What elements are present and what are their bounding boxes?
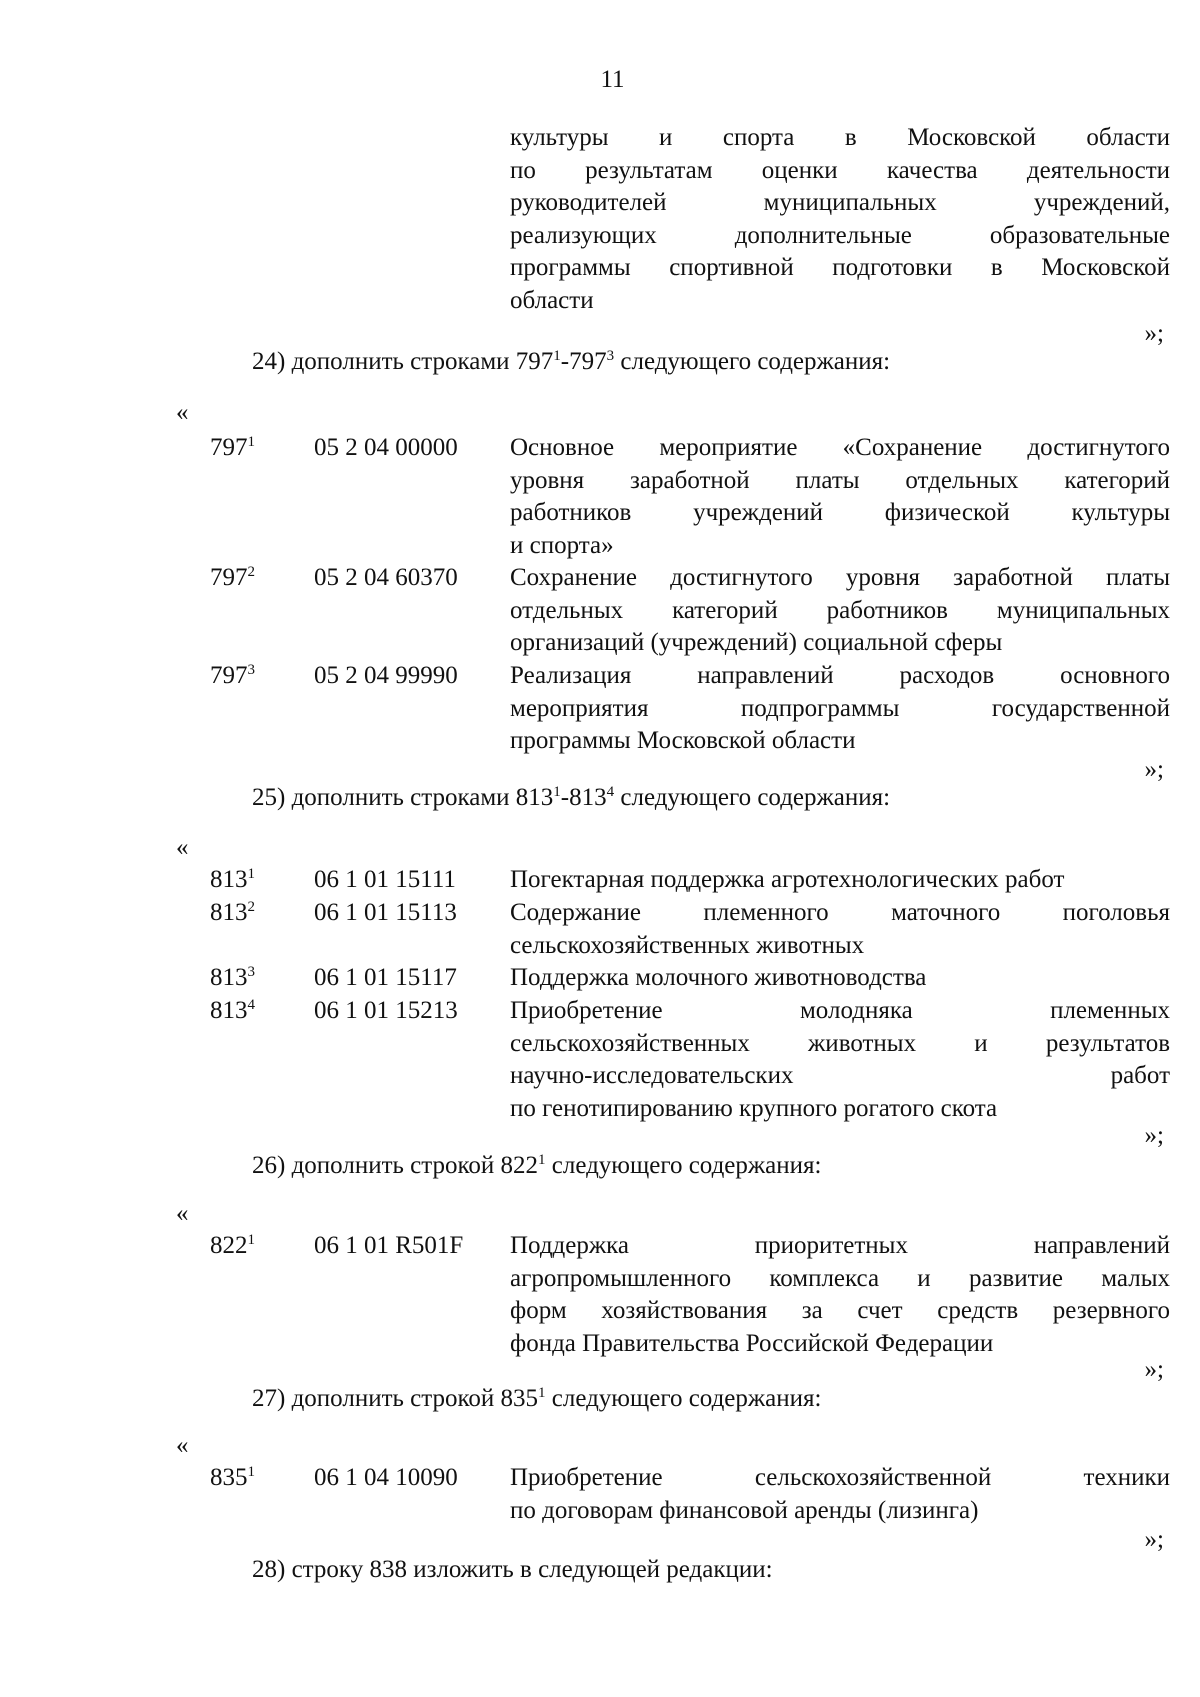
- row-code: 05 2 04 60370: [314, 564, 458, 591]
- description-line: культуры и спорта в Московской области: [510, 124, 1170, 151]
- description-line: Реализация направлений расходов основного: [510, 662, 1170, 689]
- description-line: Погектарная поддержка агротехнологических работ: [510, 866, 1065, 893]
- row-description: [510, 864, 1170, 897]
- description-line: работников учреждений физической культуры: [510, 499, 1170, 526]
- table-row: [0, 432, 1200, 559]
- table-row: [0, 962, 1200, 991]
- closing-quote: »;: [1144, 320, 1164, 347]
- table-row: [0, 562, 1200, 656]
- description-line: мероприятия подпрограммы государственной: [510, 694, 1170, 722]
- instruction-27: 27) дополнить строкой $835^1$ следующего содержания:: [252, 1385, 822, 1412]
- row-code: 06 1 01 15213: [314, 997, 458, 1024]
- closing-quote: »;: [1144, 1526, 1164, 1553]
- row-number: $813^1$: [210, 866, 255, 893]
- continued-description: [510, 122, 1170, 317]
- row-code: 06 1 01 R501F: [314, 1232, 464, 1259]
- description-line: руководителей муниципальных учреждений,: [510, 189, 1170, 216]
- table-row: [0, 1462, 1200, 1524]
- page-number: 11: [600, 66, 625, 93]
- row-number: $822^1$: [210, 1232, 255, 1259]
- row-description: [510, 660, 1170, 758]
- row-description: [510, 1462, 1170, 1527]
- row-number: $813^2$: [210, 899, 255, 926]
- description-line: агропромышленного комплекса и развитие малых: [510, 1264, 1170, 1292]
- description-line: уровня заработной платы отдельных категорий: [510, 466, 1170, 494]
- description-line: по договорам финансовой аренды (лизинга): [510, 1496, 979, 1524]
- table-row: [0, 897, 1200, 959]
- row-description: [510, 562, 1170, 660]
- description-line: отдельных категорий работников муниципальных: [510, 596, 1170, 624]
- opening-quote: «: [176, 834, 189, 861]
- row-code: 05 2 04 00000: [314, 434, 458, 461]
- row-description: [510, 1230, 1170, 1360]
- description-line: организаций (учреждений) социальной сферы: [510, 629, 1003, 656]
- row-number: $797^1$: [210, 434, 255, 461]
- description-line: по генотипированию крупного рогатого скота: [510, 1094, 998, 1122]
- row-number: $813^4$: [210, 997, 255, 1024]
- closing-quote: »;: [1144, 1356, 1164, 1383]
- description-line: форм хозяйствования за счет средств резервного: [510, 1297, 1170, 1324]
- description-line: программы спортивной подготовки в Московской: [510, 254, 1170, 281]
- row-description: [510, 962, 1170, 995]
- row-code: 06 1 01 15111: [314, 866, 456, 893]
- row-description: [510, 432, 1170, 562]
- row-number: $797^3$: [210, 662, 255, 689]
- table-row: [0, 1230, 1200, 1357]
- row-code: 05 2 04 99990: [314, 662, 458, 689]
- opening-quote: «: [176, 1432, 189, 1459]
- row-code: 06 1 01 15113: [314, 899, 457, 926]
- description-line: программы Московской области: [510, 727, 856, 754]
- description-line: сельскохозяйственных животных: [510, 931, 865, 959]
- row-code: 06 1 04 10090: [314, 1464, 458, 1491]
- row-number: $813^3$: [210, 964, 255, 991]
- description-line: по результатам оценки качества деятельности: [510, 156, 1170, 184]
- closing-quote: »;: [1144, 1122, 1164, 1149]
- description-line: фонда Правительства Российской Федерации: [510, 1329, 994, 1357]
- opening-quote: «: [176, 399, 189, 426]
- table-row: [0, 864, 1200, 893]
- closing-quote: »;: [1144, 756, 1164, 783]
- description-line: Поддержка приоритетных направлений: [510, 1232, 1170, 1259]
- row-code: 06 1 01 15117: [314, 964, 457, 991]
- description-line: и спорта»: [510, 531, 614, 559]
- description-line: научно-исследовательских работ: [510, 1062, 1170, 1089]
- instruction-24: 24) дополнить строками $797^1-797^3$ следующего содержания:: [252, 348, 891, 375]
- instruction-28: 28) строку 838 изложить в следующей редакции:: [252, 1556, 773, 1583]
- description-line: Приобретение молодняка племенных: [510, 997, 1170, 1024]
- row-description: [510, 897, 1170, 962]
- instruction-26: 26) дополнить строкой $822^1$ следующего содержания:: [252, 1152, 822, 1179]
- description-line: Основное мероприятие «Сохранение достигнутого: [510, 434, 1170, 461]
- row-number: $835^1$: [210, 1464, 255, 1491]
- table-row: [0, 995, 1200, 1122]
- description-line: Приобретение сельскохозяйственной техники: [510, 1464, 1170, 1491]
- instruction-25: 25) дополнить строками $813^1-813^4$ следующего содержания:: [252, 784, 891, 811]
- description-line: Содержание племенного маточного поголовья: [510, 899, 1170, 926]
- description-line: Поддержка молочного животноводства: [510, 964, 927, 991]
- description-line: сельскохозяйственных животных и результатов: [510, 1029, 1170, 1057]
- description-line: реализующих дополнительные образовательные: [510, 221, 1170, 249]
- description-line: области: [510, 286, 594, 314]
- description-line: Сохранение достигнутого уровня заработной платы: [510, 564, 1170, 591]
- row-number: $797^2$: [210, 564, 255, 591]
- row-description: [510, 995, 1170, 1125]
- opening-quote: «: [176, 1200, 189, 1227]
- table-row: [0, 660, 1200, 754]
